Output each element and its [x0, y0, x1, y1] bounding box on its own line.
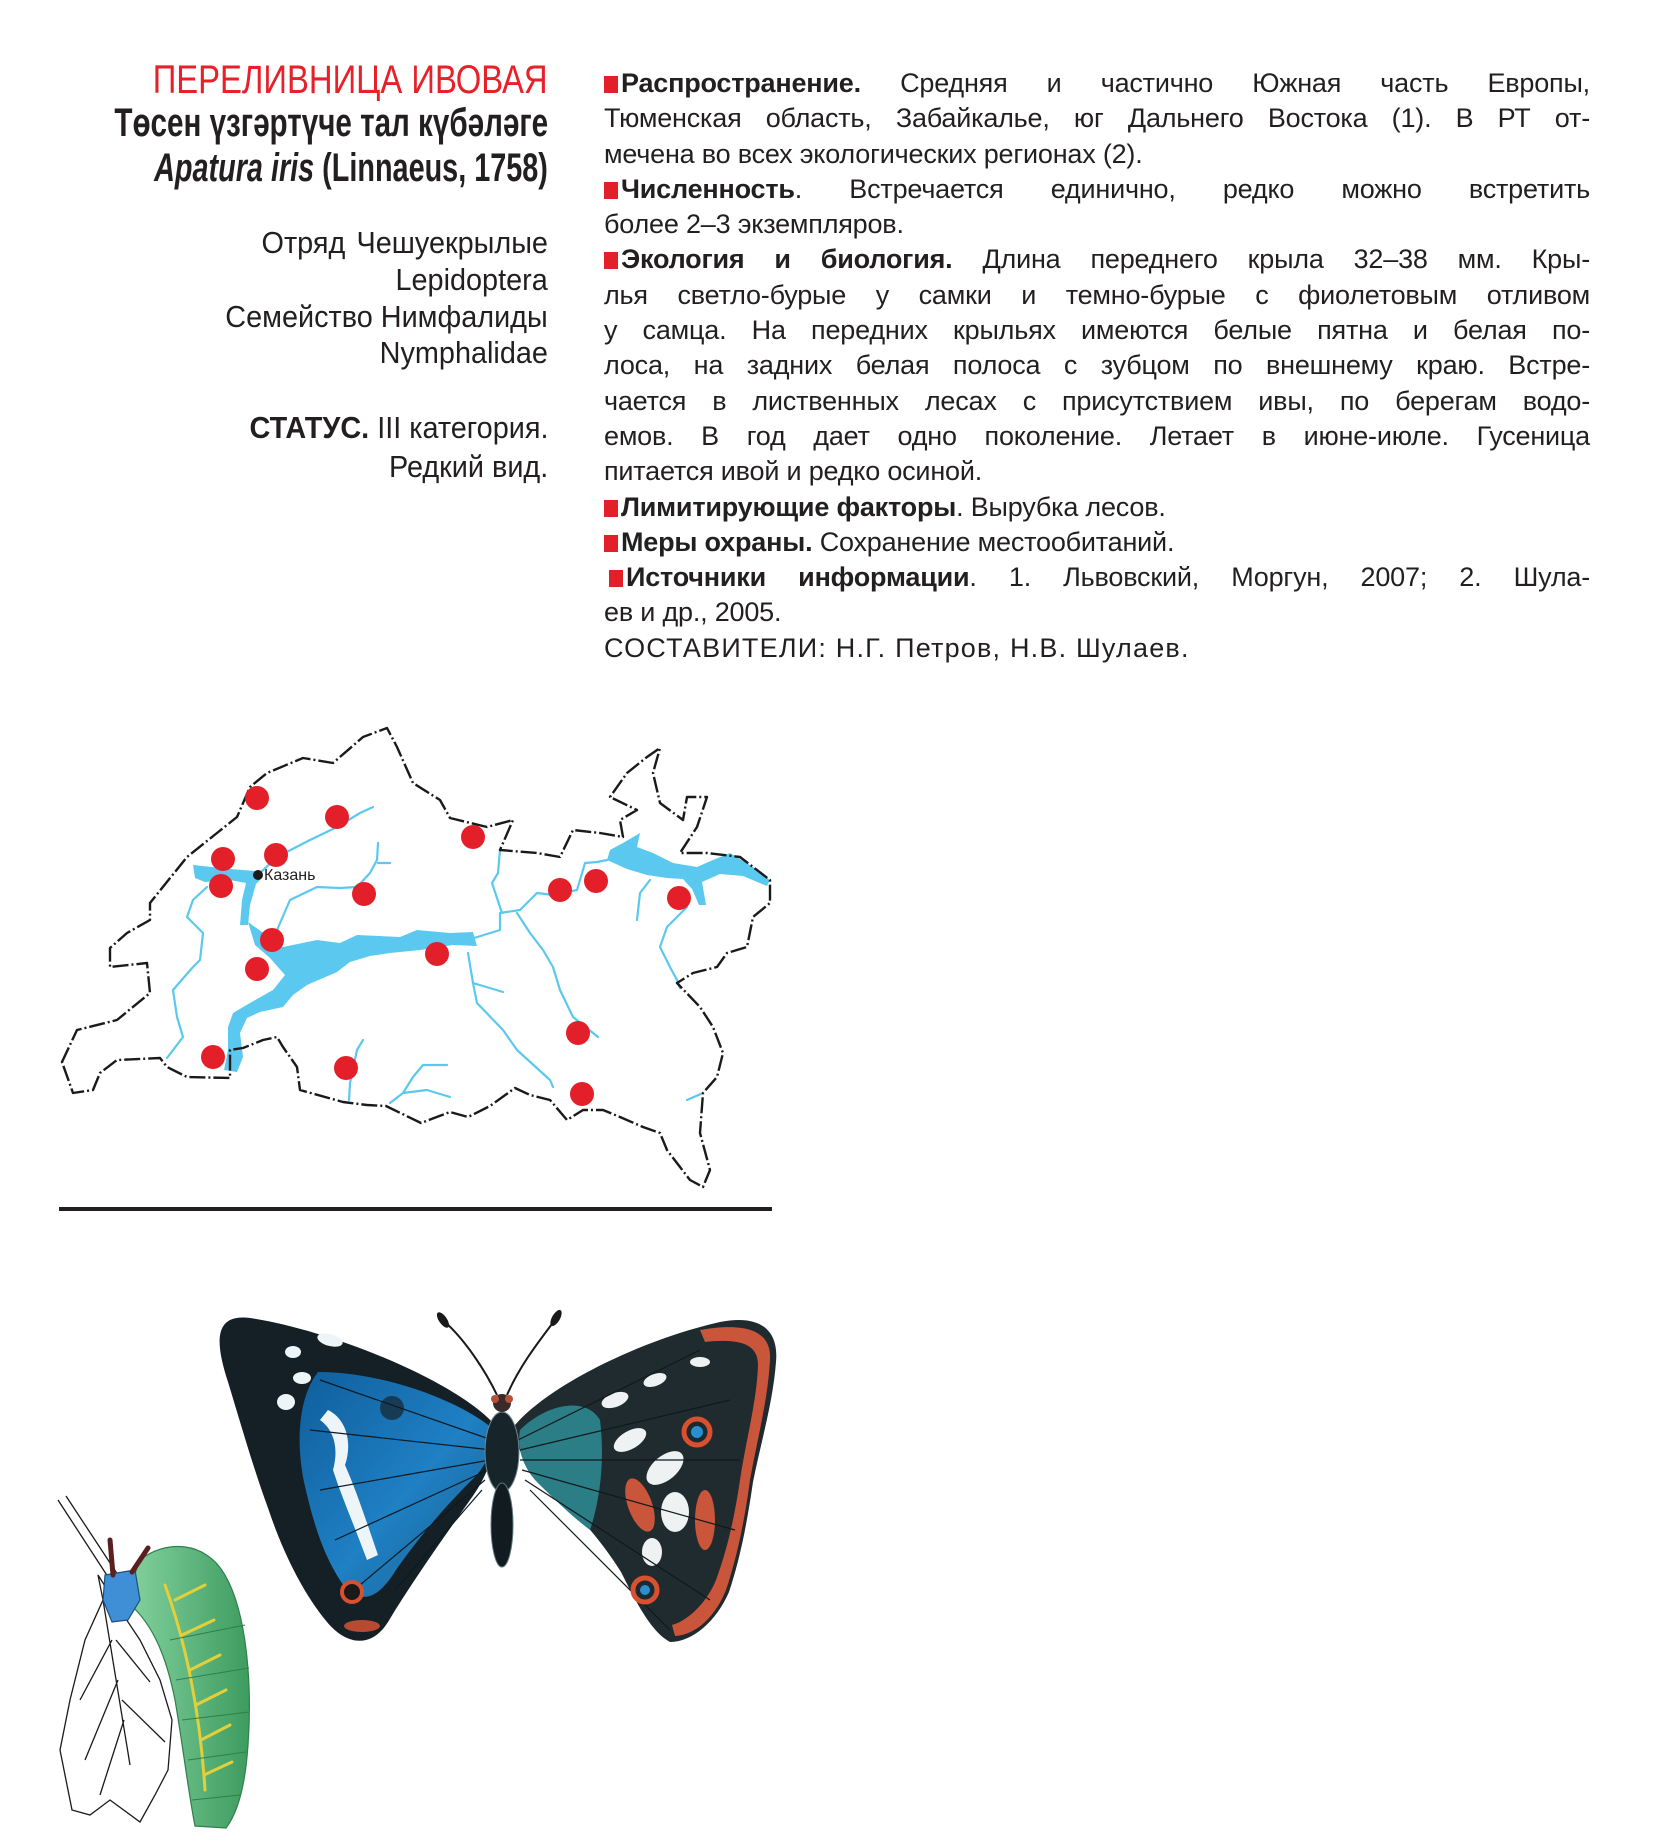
map-marker	[201, 1045, 225, 1069]
species-latin-name	[154, 146, 548, 190]
distribution-line	[604, 101, 1590, 136]
map-marker	[245, 786, 269, 810]
section-text: лья светло-бурые у самки и темно-бурые с фиолетовым отливом	[604, 279, 1590, 310]
status-label: СТАТУС.	[249, 410, 369, 445]
status-category: III категория.	[376, 410, 548, 445]
map-marker	[584, 869, 608, 893]
protection-line	[604, 525, 1590, 560]
section-text: Средняя и частично Южная часть Европы,	[900, 68, 1590, 98]
section-text: у самца. На передних крыльях имеются белые пятна и белая по-	[604, 315, 1590, 346]
section-text: питается ивой и редко осиной.	[604, 456, 983, 487]
ecology-line	[604, 348, 1590, 383]
butterfly-eye-right	[505, 1395, 513, 1403]
sources-line	[604, 560, 1590, 595]
section-text: мечена во всех экологических регионах (2).	[604, 138, 1143, 169]
section-text: . 1. Львовский, Моргун, 2007; 2. Шула-	[969, 562, 1590, 593]
caterpillar-body	[125, 1546, 249, 1828]
butterfly-illustration	[220, 1308, 777, 1642]
vyatka-river	[492, 850, 502, 913]
left-wing-red-margin	[344, 1620, 380, 1632]
species-description	[604, 66, 1590, 666]
section-text: Тюменская область, Забайкалье, юг Дальнего Востока (1). В РТ от-	[604, 103, 1590, 134]
map-marker	[260, 928, 284, 952]
bullet-square-icon	[604, 76, 618, 93]
river-south-1	[468, 953, 553, 1087]
bullet-square-icon	[604, 252, 618, 269]
section-heading-protection: Меры охраны.	[621, 526, 813, 557]
city-dot-icon	[253, 870, 263, 880]
butterfly-abdomen	[491, 1483, 513, 1567]
section-text: Сохранение местообитаний.	[819, 526, 1175, 557]
section-heading-distribution: Распространение.	[621, 68, 861, 98]
city-label-kazan: Казань	[264, 867, 316, 884]
family-ru: Нимфалиды	[381, 299, 548, 334]
latin-binomial: Apatura iris	[154, 146, 315, 190]
map-marker	[425, 942, 449, 966]
order-ru: Чешуекрылые	[356, 225, 548, 260]
species-illustration	[50, 1280, 790, 1840]
abundance-line	[604, 207, 1590, 242]
map-marker	[245, 957, 269, 981]
river-east-1	[637, 880, 650, 920]
section-heading-sources: Источники информации	[626, 562, 970, 593]
section-text: Длина переднего крыла 32–38 мм. Кры-	[982, 244, 1590, 275]
river-east-3	[687, 1093, 703, 1100]
map-marker	[209, 874, 233, 898]
section-text: более 2–3 экземпляров.	[604, 209, 904, 240]
species-title-tatar: Төсен үзгәртүче тал күбәләге	[114, 101, 548, 145]
map-marker	[461, 825, 485, 849]
distribution-line	[604, 66, 1590, 101]
order-label: Отряд	[261, 225, 346, 260]
left-wing-eyespot	[342, 1582, 362, 1602]
butterfly-eye-left	[491, 1395, 499, 1403]
ecology-line	[604, 313, 1590, 348]
section-text: . Встречается единично, редко можно встретить	[794, 173, 1590, 204]
status-description: Редкий вид.	[388, 449, 548, 484]
compilers-line: СОСТАВИТЕЛИ: Н.Г. Петров, Н.В. Шулаев.	[604, 632, 1190, 663]
caterpillar-head	[103, 1570, 140, 1622]
map-marker	[570, 1082, 594, 1106]
latin-author: (Linnaeus, 1758)	[322, 146, 548, 190]
section-text: емов. В год дает одно поколение. Летает в июне-июле. Гусеница	[604, 420, 1590, 451]
right-wing-eyespot-lower-center	[640, 1585, 650, 1595]
map-marker	[352, 882, 376, 906]
ecology-line	[604, 242, 1590, 277]
section-heading-abundance: Численность	[621, 173, 795, 204]
kama-river	[474, 860, 607, 938]
section-heading-limiting-factors: Лимитирующие факторы	[621, 491, 957, 522]
distribution-map	[50, 700, 790, 1220]
status-line	[249, 410, 548, 446]
sources-line	[604, 595, 1590, 630]
sviyaga-river	[167, 887, 207, 1058]
species-title-ru: ПЕРЕЛИВНИЦА ИВОВАЯ	[153, 58, 548, 102]
ecology-line	[604, 454, 1590, 489]
bullet-square-icon	[604, 500, 618, 517]
butterfly-thorax	[485, 1412, 519, 1492]
ecology-line	[604, 419, 1590, 454]
bullet-square-icon	[609, 570, 623, 587]
family-latin: Nymphalidae	[379, 335, 548, 370]
map-marker	[211, 847, 235, 871]
map-marker	[667, 886, 691, 910]
bullet-square-icon	[604, 182, 618, 199]
distribution-line	[604, 137, 1590, 172]
caterpillar-illustration	[58, 1496, 249, 1828]
order-line	[262, 225, 548, 261]
region-border	[62, 728, 770, 1187]
section-text: . Вырубка лесов.	[956, 491, 1166, 522]
ecology-line	[604, 278, 1590, 313]
butterfly-antennae	[445, 1320, 555, 1395]
bullet-square-icon	[604, 535, 618, 552]
family-line	[226, 299, 548, 335]
section-text: чается в лиственных лесах с присутствием ивы, по берегам водо-	[604, 385, 1590, 416]
section-text: лоса, на задних белая полоса с зубцом по внешнему краю. Встре-	[604, 350, 1590, 381]
river-south-2	[517, 913, 598, 1037]
section-text: ев и др., 2005.	[604, 597, 782, 628]
map-marker	[334, 1056, 358, 1080]
section-divider	[59, 1207, 772, 1211]
map-marker	[548, 878, 572, 902]
section-heading-ecology: Экология и биология.	[621, 244, 953, 275]
family-label: Семейство	[225, 299, 374, 334]
limiting-factors-line	[604, 490, 1590, 525]
right-wing-eyespot-upper-center	[691, 1426, 703, 1438]
ecology-line	[604, 384, 1590, 419]
right-wing-teal-base	[519, 1406, 602, 1530]
map-marker	[264, 843, 288, 867]
map-marker	[566, 1021, 590, 1045]
map-marker	[325, 805, 349, 829]
river-east-2	[660, 907, 687, 988]
river-south-4	[390, 1065, 450, 1103]
leaf-drawing	[58, 1496, 172, 1822]
order-latin: Lepidoptera	[395, 262, 548, 297]
abundance-line	[604, 172, 1590, 207]
